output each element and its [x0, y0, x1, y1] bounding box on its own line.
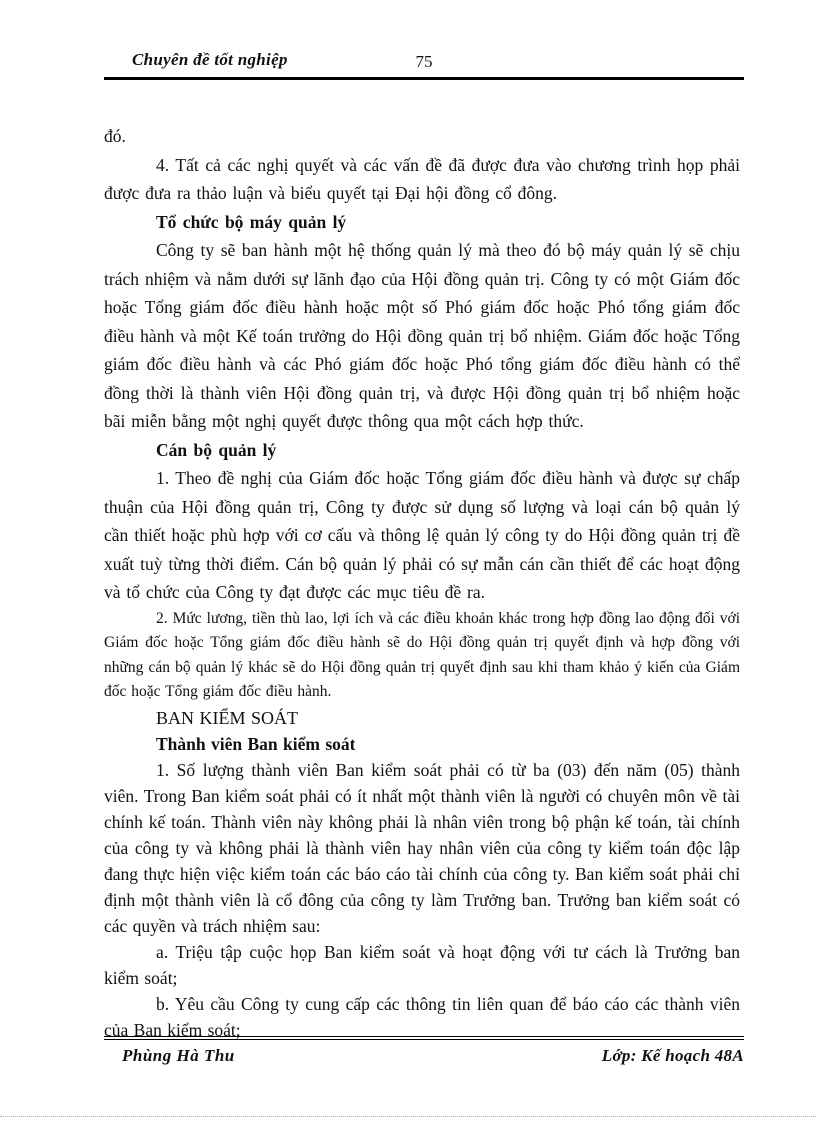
- paragraph-resolutions: 4. Tất cả các nghị quyết và các vấn đề đã được đưa vào chương trình họp phải được đưa ra thảo luận và biểu quyết tại Đại hội đồng cổ đông.: [104, 154, 740, 203]
- header-page-number: 75: [415, 52, 433, 71]
- footer-author: Phùng Hà Thu: [122, 1046, 235, 1065]
- page-boundary-line: [0, 1116, 816, 1117]
- paragraph-continuation: đó.: [104, 126, 126, 146]
- section-heading-ban-kiem-soat: BAN KIỂM SOÁT: [156, 707, 299, 728]
- document-body: [104, 122, 740, 1043]
- section-heading-can-bo-quan-ly: Cán bộ quản lý: [156, 439, 277, 460]
- header-title: Chuyên đề tốt nghiệp: [132, 50, 288, 69]
- page-footer: [104, 1036, 744, 1066]
- paragraph-supervisory-item-a: a. Triệu tập cuộc họp Ban kiểm soát và hoạt động với tư cách là Trưởng ban kiểm soát;: [104, 941, 740, 988]
- paragraph-management-staff-2: 2. Mức lương, tiền thù lao, lợi ích và các điều khoản khác trong hợp đồng lao động đối với Giám đốc hoặc Tổng giám đốc điều hành sẽ do Hội đồng quản trị quyết định và hợp đồng với những cán bộ quản lý khác sẽ do Hội đồng quản trị quyết định sau khi tham khảo ý kiến của Giám đốc hoặc Tổng giám đốc điều hành.: [104, 609, 740, 700]
- footer-class-label: Lớp: Kế hoạch 48A: [601, 1046, 744, 1065]
- page-header: [104, 50, 744, 80]
- section-heading-to-chuc-bo-may-quan-ly: Tổ chức bộ máy quản lý: [156, 211, 347, 232]
- paragraph-supervisory-item-b: b. Yêu cầu Công ty cung cấp các thông tin liên quan để báo cáo các thành viên của Ban kiểm soát;: [104, 993, 740, 1040]
- paragraph-management-system: Công ty sẽ ban hành một hệ thống quản lý mà theo đó bộ máy quản lý sẽ chịu trách nhiệm và nằm dưới sự lãnh đạo của Hội đồng quản trị. Công ty có một Giám đốc hoặc Tổng giám đốc điều hành hoặc một số Phó giám đốc hoặc Phó tổng giám đốc điều hành và một Kế toán trưởng do Hội đồng quản trị bổ nhiệm. Giám đốc hoặc Tổng giám đốc điều hành và các Phó giám đốc hoặc Phó tổng giám đốc điều hành có thể đồng thời là thành viên Hội đồng quản trị, và được Hội đồng quản trị bổ nhiệm hoặc bãi miễn bằng một nghị quyết được thông qua một cách hợp thức.: [104, 240, 740, 431]
- paragraph-supervisory-board-1: 1. Số lượng thành viên Ban kiểm soát phải có từ ba (03) đến năm (05) thành viên. Trong Ban kiểm soát phải có ít nhất một thành viên là người có chuyên môn về tài chính kế toán. Thành viên này không phải là nhân viên trong bộ phận kế toán, tài chính của công ty và không phải là thành viên hay nhân viên của công ty kiểm toán độc lập đang thực hiện việc kiểm toán các báo cáo tài chính của công ty. Ban kiểm soát phải chỉ định một thành viên là cổ đông của công ty làm Trưởng ban. Trưởng ban kiểm soát có các quyền và trách nhiệm sau:: [104, 759, 740, 936]
- paragraph-management-staff-1: 1. Theo đề nghị của Giám đốc hoặc Tổng giám đốc điều hành và được sự chấp thuận của Hội đồng quản trị, Công ty được sử dụng số lượng và loại cán bộ quản lý cần thiết hoặc phù hợp với cơ cấu và thông lệ quản lý công ty do Hội đồng quản trị đề xuất tuỳ từng thời điểm. Cán bộ quản lý phải có sự mẫn cán cần thiết để các hoạt động và tổ chức của Công ty đạt được các mục tiêu đề ra.: [104, 468, 740, 602]
- section-heading-thanh-vien-ban-kiem-soat: Thành viên Ban kiểm soát: [156, 733, 356, 754]
